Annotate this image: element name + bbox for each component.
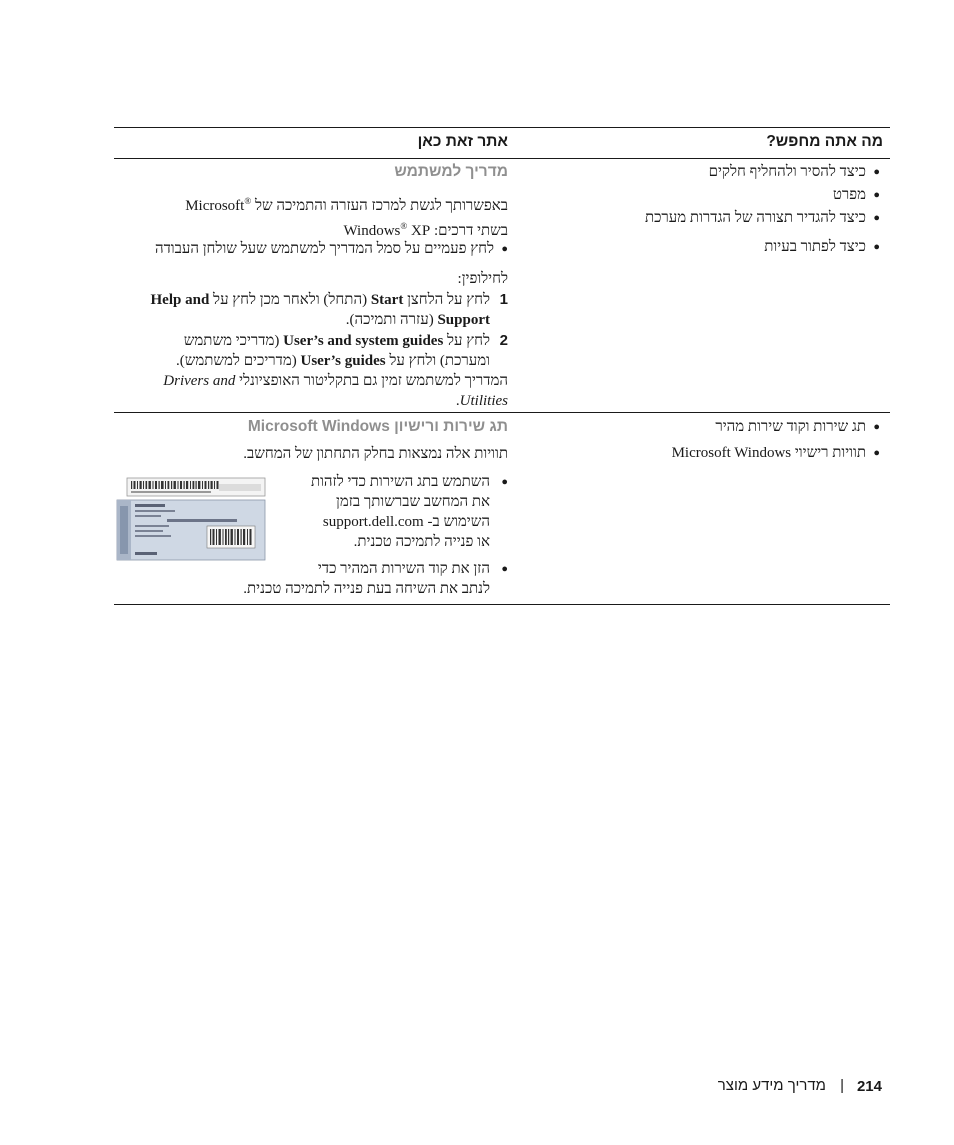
step-2-text: לחץ על User’s and system guides (מדריכי משתמש ומערכת) ולחץ על User’s guides (מדריכים למשתמש). — [176, 333, 490, 369]
cd-note: המדריך למשתמש זמין גם בתקליטור האופציונלי Drivers and Utilities. — [163, 373, 508, 409]
express-code-instruction: הזן את קוד השירות המהיר כדי לנתב את השיחה בעת פנייה לתמיכה טכנית. — [243, 561, 490, 597]
bullet-icon: ● — [501, 243, 508, 255]
bullet-icon: ● — [873, 241, 880, 253]
section-title-user-guide: מדריך למשתמש — [394, 163, 508, 180]
footer-title: מדריך מידע מוצר — [717, 1077, 826, 1094]
row-divider — [114, 412, 890, 413]
bullet-icon: ● — [501, 563, 508, 575]
service-tag-instruction: השתמש בתג השירות כדי לזהות את המחשב שברשותך בזמן השימוש ב- support.dell.com או פנייה לתמיכה טכנית. — [310, 474, 490, 550]
bullet-icon: ● — [873, 189, 880, 201]
list-item: כיצד להגדיר תצורה של הגדרות מערכת — [644, 210, 866, 226]
step-1-text: לחץ על הלחצן Start (התחל) ולאחר מכן לחץ על Help and Support (עזרה ותמיכה). — [150, 292, 490, 328]
bullet-icon: ● — [501, 476, 508, 488]
bullet-icon: ● — [873, 447, 880, 459]
table-bottom-rule — [114, 604, 890, 605]
alternatively-label: לחילופין: — [457, 271, 508, 287]
header-find-it-here: אתר זאת כאן — [417, 133, 508, 150]
list-item: כיצד לפתור בעיות — [764, 239, 866, 255]
service-tag-and-license-label-image — [115, 474, 267, 562]
desktop-icon-instruction: לחץ פעמיים על סמל המדריך למשתמש שעל שולחן העבודה — [154, 241, 494, 257]
footer-separator: | — [840, 1077, 844, 1094]
table-top-rule — [114, 127, 890, 128]
intro-paragraph: באפשרותך לגשת למרכז העזרה והתמיכה של Microsoft® בשתי דרכים: Windows® XP — [185, 196, 508, 239]
list-item: כיצד להסיר ולהחליף חלקים — [708, 164, 866, 180]
section-title-service-tag: תג שירות ורישיון Microsoft Windows — [247, 418, 508, 435]
bullet-icon: ● — [873, 212, 880, 224]
step-number: 1 — [499, 291, 508, 308]
bullet-icon: ● — [873, 166, 880, 178]
labels-location-text: תוויות אלה נמצאות בחלק התחתון של המחשב. — [243, 446, 508, 462]
header-what-looking-for: מה אתה מחפש? — [766, 133, 883, 150]
bullet-icon: ● — [873, 421, 880, 433]
list-item: תוויות רישיוי Microsoft Windows — [671, 445, 866, 461]
list-item: תג שירות וקוד שירות מהיר — [715, 419, 866, 435]
list-item: מפרט — [832, 187, 866, 203]
table-header-rule — [114, 158, 890, 159]
page-number: 214 — [856, 1078, 882, 1095]
step-number: 2 — [499, 332, 508, 349]
